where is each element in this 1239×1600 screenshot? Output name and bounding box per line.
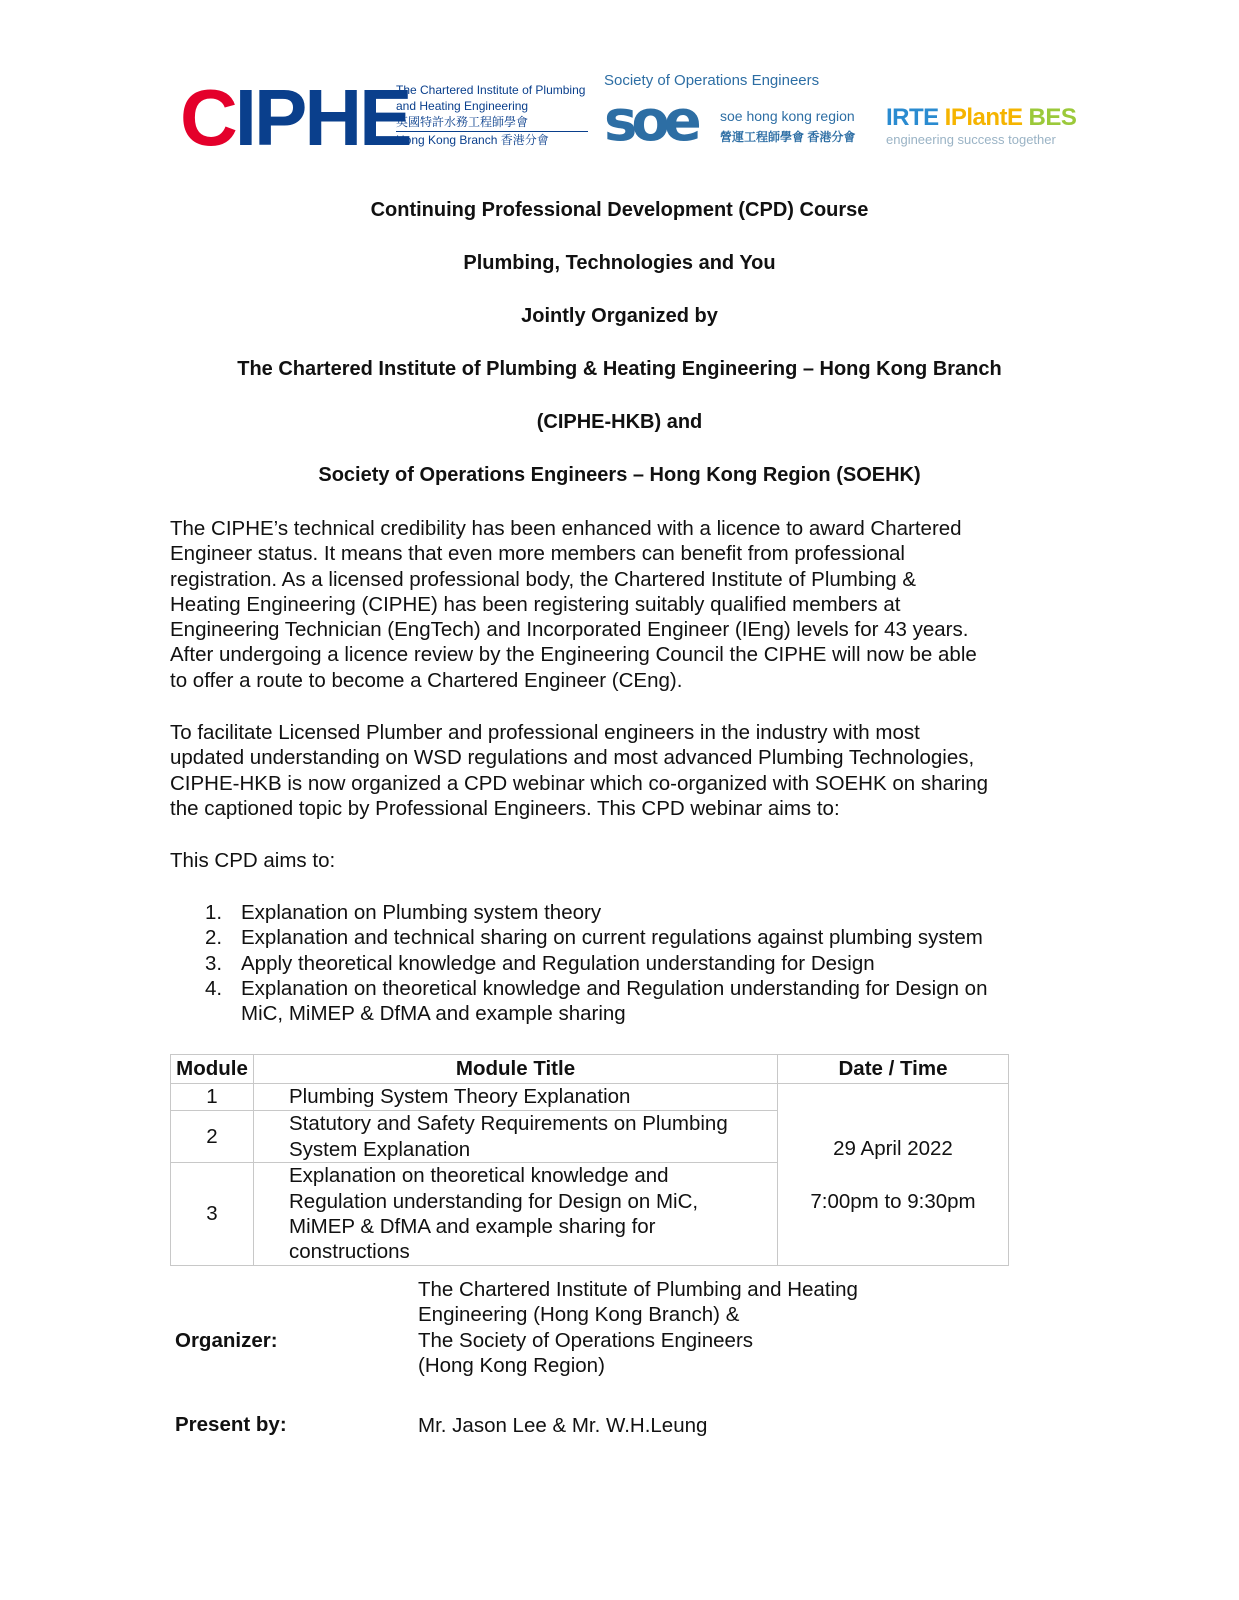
ciphe-logo-text: The Chartered Institute of Plumbing and Heating Engineering 英國特許水務工程師學會 Hong Kong Branch 香港分會 xyxy=(396,82,588,148)
list-item: 2. Explanation and technical sharing on current regulations against plumbing system xyxy=(205,926,983,950)
aims-list xyxy=(170,900,1070,1026)
organizer1-abbr-heading: (CIPHE-HKB) and xyxy=(536,411,703,433)
module-title: Statutory and Safety Requirements on Plumbing System Explanation xyxy=(254,1111,778,1163)
header-module-title: Module Title xyxy=(254,1055,778,1084)
list-item: 3. Apply theoretical knowledge and Regulation understanding for Design xyxy=(205,951,875,975)
table-header-row xyxy=(171,1055,1009,1084)
module-number: 3 xyxy=(171,1163,254,1266)
soe-caption: Society of Operations Engineers xyxy=(604,72,820,89)
presenter-label: Present by: xyxy=(175,1413,287,1436)
organizer-value: The Chartered Institute of Plumbing and Heating Engineering (Hong Kong Branch) & The Society of Operations Engineers (Hong Kong Region) xyxy=(418,1278,858,1377)
irte-logo: IRTE xyxy=(886,104,939,131)
iplante-logo: IPlantE xyxy=(944,104,1023,131)
module-table xyxy=(170,1054,1009,1266)
list-item: 1. Explanation on Plumbing system theory xyxy=(205,901,602,924)
header-module: Module xyxy=(171,1055,254,1084)
organizer1-heading: The Chartered Institute of Plumbing & Heating Engineering – Hong Kong Branch xyxy=(237,358,1002,380)
course-time: 7:00pm to 9:30pm xyxy=(810,1189,976,1213)
table-row xyxy=(171,1084,1009,1111)
soe-chinese-text: 營運工程師學會 香港分會 xyxy=(720,130,856,144)
intro-paragraph: The CIPHE’s technical credibility has been enhanced with a licence to award Chartered Engineer status. It means that even more members can benefit from professional registration. As a licensed professional body, the Chartered Institute of Plumbing & Heating Engineering (CIPHE) has been registering suitably qualified members at Engineering Technician (EngTech) and Incorporated Engineer (IEng) levels for 43 years. After undergoing a licence review by the Engineering Council the CIPHE will now be able to offer a route to become a Chartered Engineer (CEng). xyxy=(170,517,977,692)
partner-logos xyxy=(886,104,1076,132)
list-item: 4. Explanation on theoretical knowledge and Regulation understanding for Design on MiC, MiMEP & DfMA and example sharing xyxy=(205,976,988,1026)
logo-bar xyxy=(0,70,1239,160)
course-date: 29 April 2022 xyxy=(833,1136,953,1160)
module-title: Explanation on theoretical knowledge and Regulation understanding for Design on MiC, MiMEP & DfMA and example sharing for constructions xyxy=(254,1163,778,1266)
purpose-paragraph: To facilitate Licensed Plumber and professional engineers in the industry with most updated understanding on WSD regulations and most advanced Plumbing Technologies, CIPHE-HKB is now organized a CPD webinar which co-organized with SOEHK on sharing the captioned topic by Professional Engineers. This CPD webinar aims to: xyxy=(170,721,989,820)
module-number: 2 xyxy=(171,1111,254,1163)
organizer2-heading: Society of Operations Engineers – Hong Kong Region (SOEHK) xyxy=(318,464,921,486)
soe-region-text: soe hong kong region xyxy=(720,108,855,124)
bes-logo: BES xyxy=(1028,104,1077,131)
aims-intro: This CPD aims to: xyxy=(170,849,336,872)
topic-heading: Plumbing, Technologies and You xyxy=(463,252,776,274)
jointly-heading: Jointly Organized by xyxy=(521,305,718,327)
ciphe-wordmark: CIPHE xyxy=(180,73,410,162)
module-title: Plumbing System Theory Explanation xyxy=(254,1084,778,1111)
partners-tagline: engineering success together xyxy=(886,132,1056,147)
organizer-label: Organizer: xyxy=(175,1329,278,1352)
soe-logo xyxy=(604,70,1084,160)
header-date-time: Date / Time xyxy=(778,1055,1009,1084)
soe-wordmark: soe xyxy=(604,89,696,154)
course-heading: Continuing Professional Development (CPD) Course xyxy=(370,199,869,221)
presenter-value: Mr. Jason Lee & Mr. W.H.Leung xyxy=(418,1414,708,1437)
module-number: 1 xyxy=(171,1084,254,1111)
date-time-cell xyxy=(778,1084,1009,1266)
